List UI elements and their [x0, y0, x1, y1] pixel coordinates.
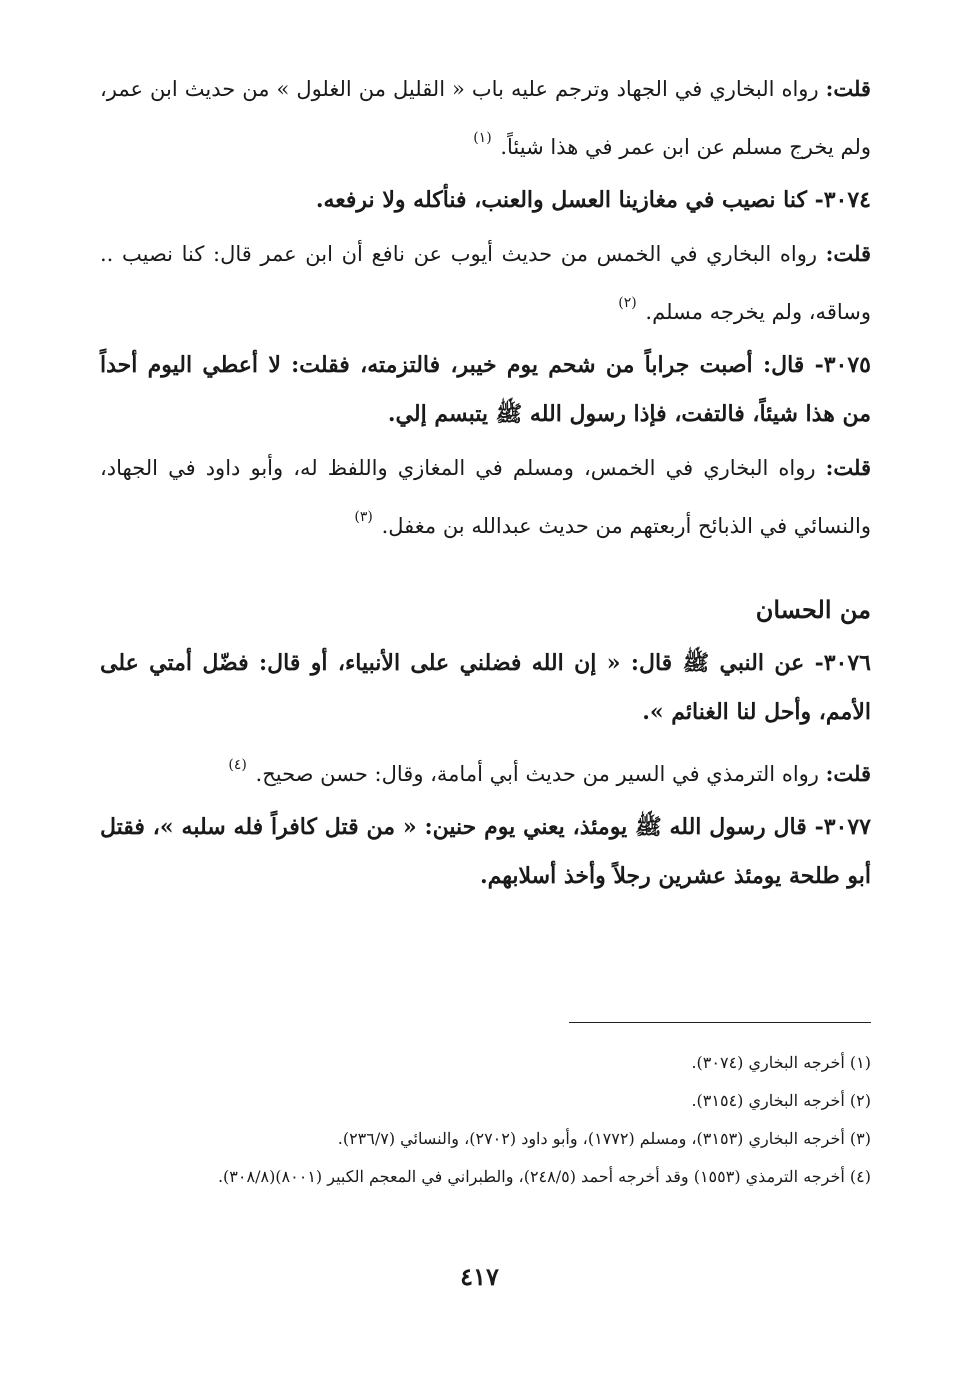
comment-text: رواه الترمذي في السير من حديث أبي أمامة، وقال: حسن صحيح.: [255, 762, 819, 786]
page-number: ٤١٧: [460, 1262, 499, 1291]
hadith-3077: [100, 803, 871, 901]
footnote-3: (٣) أخرجه البخاري (٣١٥٣)، ومسلم (١٧٧٢)، وأبو داود (٢٧٠٢)، والنسائي (٢٣٦/٧).: [337, 1129, 871, 1148]
comment-paragraph-4: [100, 741, 871, 799]
comment-paragraph-1: [100, 64, 871, 172]
hadith-3075: [100, 341, 871, 439]
hadith-text: ٣٠٧٤- كنا نصيب في مغازينا العسل والعنب، فنأكله ولا نرفعه.: [315, 187, 871, 213]
hadith-text: ٣٠٧٧- قال رسول الله ﷺ يومئذ، يعني يوم حنين: « من قتل كافراً فله سلبه »، فقتل أبو طلحة يومئذ عشرين رجلاً وأخذ أسلابهم.: [100, 814, 871, 889]
footnote-ref-3: (٣): [354, 509, 373, 525]
hadith-text: ٣٠٧٦- عن النبي ﷺ قال: « إن الله فضلني على الأنبياء، أو قال: فضّل أمتي على الأمم، وأحل لنا الغنائم ».: [100, 650, 871, 725]
comment-text: رواه البخاري في الخمس، ومسلم في المغازي واللفظ له، وأبو داود في الجهاد، والنسائي في الذبائح أربعتهم من حديث عبدالله بن مغفل.: [100, 456, 871, 538]
footnote-2: (٢) أخرجه البخاري (٣١٥٤).: [691, 1091, 871, 1110]
footnote-ref-4: (٤): [228, 757, 247, 773]
comment-text: رواه البخاري في الخمس من حديث أيوب عن نافع أن ابن عمر قال: كنا نصيب .. وساقه، ولم يخرجه مسلم.: [100, 242, 871, 324]
footnote-4: (٤) أخرجه الترمذي (١٥٥٣) وقد أخرجه أحمد (٢٤٨/٥)، والطبراني في المعجم الكبير (٨٠٠١)(٣٠٨/٨).: [217, 1167, 871, 1186]
comment-paragraph-2: [100, 229, 871, 337]
footnotes: [92, 1044, 871, 1196]
hadith-3074: [100, 176, 871, 225]
comment-paragraph-3: [100, 443, 871, 551]
main-text: [100, 64, 871, 901]
comment-keyword: قلت:: [825, 761, 871, 786]
hadith-text: ٣٠٧٥- قال: أصبت جراباً من شحم يوم خيبر، فالتزمته، فقلت: لا أعطي اليوم أحداً من هذا شيئاً، فالتفت، فإذا رسول الله ﷺ يتبسم إلي.: [100, 352, 871, 427]
footnote-separator: [569, 1022, 871, 1023]
comment-text: رواه البخاري في الجهاد وترجم عليه باب « القليل من الغلول » من حديث ابن عمر، ولم يخرج مسلم عن ابن عمر في هذا شيئاً.: [100, 77, 871, 159]
comment-keyword: قلت:: [825, 455, 871, 480]
footnote-ref-2: (٢): [618, 295, 637, 311]
comment-keyword: قلت:: [825, 241, 871, 266]
footnote-1: (١) أخرجه البخاري (٣٠٧٤).: [691, 1053, 871, 1072]
section-heading: من الحسان: [755, 595, 871, 624]
footnote-ref-1: (١): [473, 130, 492, 146]
comment-keyword: قلت:: [825, 76, 871, 101]
hadith-3076: [100, 639, 871, 737]
